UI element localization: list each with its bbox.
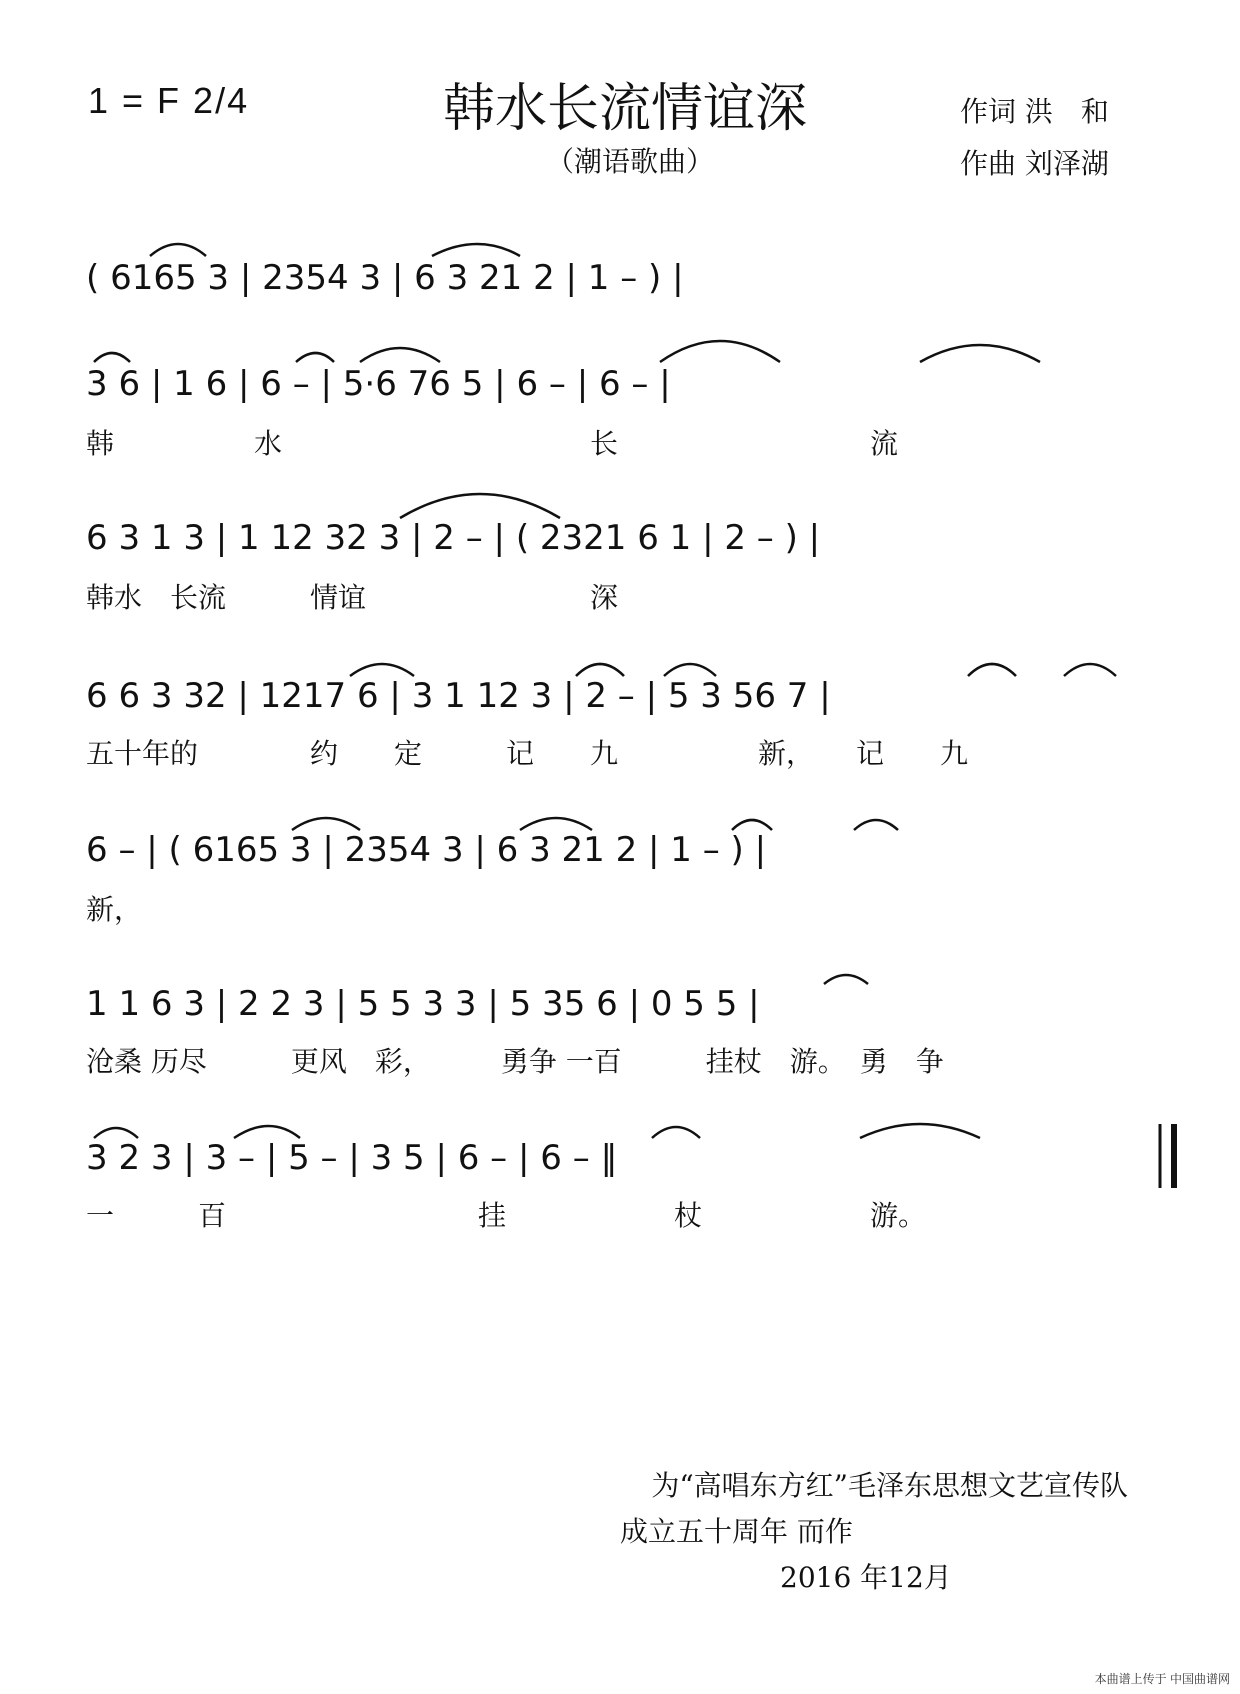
lyrics-line-3: 韩水 长流 情谊 深 xyxy=(86,581,619,614)
lyricist-credit: 作词 洪 和 xyxy=(960,95,1109,128)
lyrics-line-7: 一 百 挂 杖 游。 xyxy=(86,1199,927,1232)
score-line-5: 6 – | ( 6165 3 | 2354 3 | 6 3 21 2 | 1 – ) | xyxy=(86,830,767,870)
score-line-3: 6 3 1 3 | 1 12 32 3 | 2 – | ( 2321 6 1 | 2 – ) | xyxy=(86,518,821,558)
lyrics-line-4: 五十年的 约 定 记 九 新， 记 九 xyxy=(86,737,969,770)
song-subtitle: （潮语歌曲） xyxy=(545,145,714,178)
score-line-2: 3 6 | 1 6 | 6 – | 5·6 76 5 | 6 – | 6 – | xyxy=(86,364,671,404)
lyrics-line-6: 沧桑 历尽 更风 彩， 勇争 一百 挂杖 游。 勇 争 xyxy=(86,1045,944,1078)
lyrics-line-2: 韩 水 长 流 xyxy=(86,427,899,460)
score-line-1: ( 6165 3 | 2354 3 | 6 3 21 2 | 1 – ) | xyxy=(86,258,684,298)
watermark: 本曲谱上传于 中国曲谱网 xyxy=(1094,1672,1230,1686)
composer-credit: 作曲 刘泽湖 xyxy=(960,147,1109,180)
composition-date: 2016 年12月 xyxy=(780,1561,952,1594)
dedication-line-2: 成立五十周年 而作 xyxy=(620,1515,853,1548)
score-line-4: 6 6 3 32 | 1217 6 | 3 1 12 3 | 2 – | 5 3 56 7 | xyxy=(86,676,831,716)
key-signature: 1 = F 2/4 xyxy=(88,80,250,121)
dedication-line-1: 为“高唱东方红”毛泽东思想文艺宣传队 xyxy=(651,1469,1128,1502)
score-line-7: 3 2 3 | 3 – | 5 – | 3 5 | 6 – | 6 – ‖ xyxy=(86,1138,618,1178)
lyrics-line-5: 新， xyxy=(86,893,143,926)
song-title: 韩水长流情谊深 xyxy=(442,79,807,139)
score-line-6: 1 1 6 3 | 2 2 3 | 5 5 3 3 | 5 35 6 | 0 5 5 | xyxy=(86,984,760,1024)
